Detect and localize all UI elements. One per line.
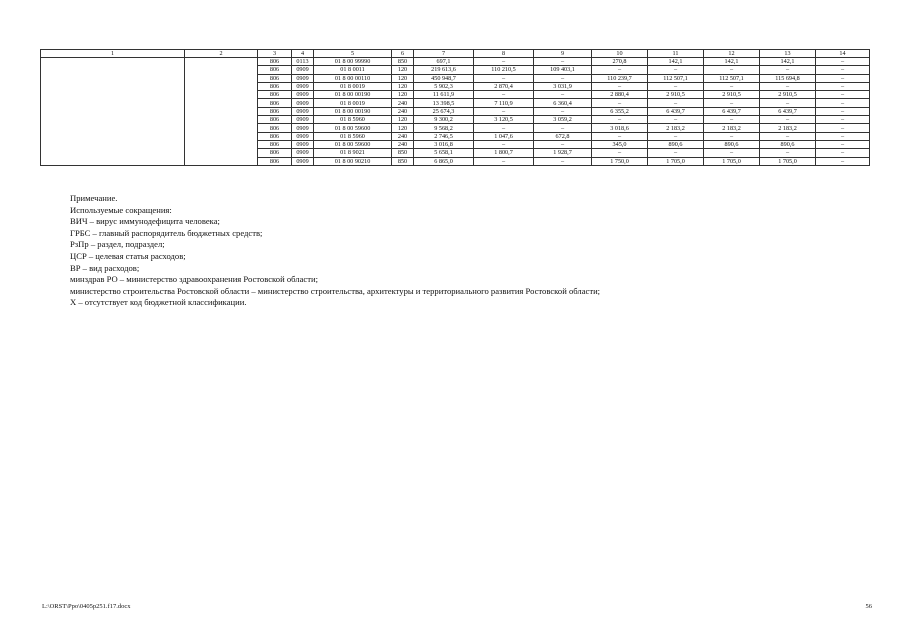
table-cell: 806 xyxy=(258,140,292,148)
table-cell: – xyxy=(816,124,870,132)
table-cell: 3 016,8 xyxy=(414,140,474,148)
table-cell: 120 xyxy=(392,124,414,132)
table-cell: 3 120,5 xyxy=(474,116,534,124)
table-cell: 240 xyxy=(392,132,414,140)
table-cell: 0909 xyxy=(292,140,314,148)
table-cell: – xyxy=(816,132,870,140)
table-cell: – xyxy=(704,82,760,90)
table-cell: 1 928,7 xyxy=(534,149,592,157)
table-cell: 1 705,0 xyxy=(760,157,816,165)
table-cell: 2 183,2 xyxy=(648,124,704,132)
table-cell: – xyxy=(534,91,592,99)
table-header-row xyxy=(41,50,870,58)
table-cell: 112 507,1 xyxy=(704,74,760,82)
table-cell: 112 507,1 xyxy=(648,74,704,82)
table-cell: 806 xyxy=(258,116,292,124)
table-cell: – xyxy=(592,116,648,124)
table-cell: 806 xyxy=(258,107,292,115)
table-cell: 142,1 xyxy=(704,58,760,66)
table-cell: 2 910,5 xyxy=(648,91,704,99)
table-cell: 270,8 xyxy=(592,58,648,66)
table-cell: 120 xyxy=(392,91,414,99)
table-cell: 120 xyxy=(392,74,414,82)
table-cell: 2 880,4 xyxy=(592,91,648,99)
table-cell: 6 439,7 xyxy=(760,107,816,115)
table-cell: – xyxy=(648,132,704,140)
column-number-cell: 14 xyxy=(816,50,870,58)
table-cell: 142,1 xyxy=(648,58,704,66)
table-cell: – xyxy=(592,132,648,140)
table-cell: – xyxy=(534,157,592,165)
table-cell: 115 694,8 xyxy=(760,74,816,82)
table-cell: 5 902,3 xyxy=(414,82,474,90)
budget-table-body xyxy=(41,50,870,166)
column-number-cell: 10 xyxy=(592,50,648,58)
table-cell: – xyxy=(704,116,760,124)
table-cell: – xyxy=(816,107,870,115)
table-cell: 6 865,0 xyxy=(414,157,474,165)
table-cell: 1 750,0 xyxy=(592,157,648,165)
table-cell: – xyxy=(704,66,760,74)
table-cell: 0909 xyxy=(292,66,314,74)
table-cell: 1 705,0 xyxy=(704,157,760,165)
table-cell: – xyxy=(760,82,816,90)
table-cell: 0909 xyxy=(292,91,314,99)
merged-description-cell xyxy=(41,58,185,166)
table-cell: 806 xyxy=(258,157,292,165)
table-cell: 6 360,4 xyxy=(534,99,592,107)
table-cell: 0909 xyxy=(292,107,314,115)
column-number-cell: 12 xyxy=(704,50,760,58)
abbreviation-line: ВИЧ – вирус иммунодефицита человека; xyxy=(70,216,220,227)
column-number-cell: 1 xyxy=(41,50,185,58)
table-cell: 1 047,6 xyxy=(474,132,534,140)
abbreviation-line: министерство строительства Ростовской области – министерство строительства, архитектуры и территориального развития Ростовской области; xyxy=(70,285,601,296)
table-cell: 1 800,7 xyxy=(474,149,534,157)
abbreviation-line: ГРБС – главный распорядитель бюджетных средств; xyxy=(70,227,263,238)
table-cell: – xyxy=(592,149,648,157)
table-cell: – xyxy=(760,116,816,124)
table-cell: 2 910,5 xyxy=(704,91,760,99)
table-cell: – xyxy=(760,149,816,157)
table-cell: – xyxy=(474,58,534,66)
table-cell: 697,1 xyxy=(414,58,474,66)
table-cell: – xyxy=(648,66,704,74)
table-cell: 2 910,5 xyxy=(760,91,816,99)
table-cell: – xyxy=(704,99,760,107)
budget-table xyxy=(40,49,870,166)
table-cell: – xyxy=(648,116,704,124)
column-number-cell: 13 xyxy=(760,50,816,58)
table-cell: – xyxy=(816,157,870,165)
table-cell: 3 031,9 xyxy=(534,82,592,90)
table-cell: 850 xyxy=(392,157,414,165)
table-cell: 806 xyxy=(258,91,292,99)
table-cell: 120 xyxy=(392,116,414,124)
table-cell: – xyxy=(474,91,534,99)
table-cell: 0909 xyxy=(292,82,314,90)
table-cell: – xyxy=(816,66,870,74)
table-cell: 240 xyxy=(392,140,414,148)
table-cell: – xyxy=(760,99,816,107)
table-cell: 219 613,6 xyxy=(414,66,474,74)
table-cell: 109 403,1 xyxy=(534,66,592,74)
table-cell: 0909 xyxy=(292,149,314,157)
table-cell: 0909 xyxy=(292,124,314,132)
table-cell: 0909 xyxy=(292,99,314,107)
table-cell: 2 183,2 xyxy=(760,124,816,132)
table-cell: 13 398,5 xyxy=(414,99,474,107)
table-cell: 01 8 9021 xyxy=(314,149,392,157)
table-cell: 806 xyxy=(258,99,292,107)
table-cell: – xyxy=(816,58,870,66)
table-cell: 6 355,2 xyxy=(592,107,648,115)
table-cell: 0909 xyxy=(292,116,314,124)
table-cell: 01 8 00 00190 xyxy=(314,107,392,115)
table-cell: 0909 xyxy=(292,132,314,140)
table-cell: 890,6 xyxy=(760,140,816,148)
table-cell: – xyxy=(648,99,704,107)
table-cell: 6 439,7 xyxy=(648,107,704,115)
table-cell: 240 xyxy=(392,107,414,115)
table-cell: 806 xyxy=(258,58,292,66)
table-cell: 672,8 xyxy=(534,132,592,140)
table-cell: 01 8 00 99990 xyxy=(314,58,392,66)
table-cell: – xyxy=(816,82,870,90)
table-cell: 01 8 00 59600 xyxy=(314,124,392,132)
column-number-cell: 8 xyxy=(474,50,534,58)
table-cell: 01 8 00 59600 xyxy=(314,140,392,148)
table-cell: 7 110,9 xyxy=(474,99,534,107)
table-cell: 0909 xyxy=(292,74,314,82)
table-cell: 0909 xyxy=(292,157,314,165)
table-cell: – xyxy=(704,149,760,157)
table-cell: 806 xyxy=(258,66,292,74)
table-cell: 806 xyxy=(258,82,292,90)
table-cell: 806 xyxy=(258,74,292,82)
table-cell: – xyxy=(648,149,704,157)
table-cell: – xyxy=(816,140,870,148)
table-cell: 01 8 0019 xyxy=(314,99,392,107)
table-cell: – xyxy=(760,132,816,140)
notes-section xyxy=(70,193,870,309)
table-cell: – xyxy=(474,74,534,82)
table-cell: – xyxy=(816,74,870,82)
notes-title: Примечание. xyxy=(70,193,118,203)
table-cell: – xyxy=(816,116,870,124)
table-cell: – xyxy=(534,58,592,66)
table-cell: – xyxy=(474,107,534,115)
table-cell: 345,0 xyxy=(592,140,648,148)
column-number-cell: 6 xyxy=(392,50,414,58)
table-row xyxy=(41,58,870,66)
table-cell: – xyxy=(816,91,870,99)
table-cell: – xyxy=(534,140,592,148)
table-cell: – xyxy=(534,124,592,132)
table-cell: 3 018,6 xyxy=(592,124,648,132)
abbreviation-line: ВР – вид расходов; xyxy=(70,262,140,273)
table-cell: 110 210,5 xyxy=(474,66,534,74)
table-cell: 01 8 00 00110 xyxy=(314,74,392,82)
table-cell: 01 8 00 00190 xyxy=(314,91,392,99)
column-number-cell: 4 xyxy=(292,50,314,58)
table-cell: 01 8 5960 xyxy=(314,132,392,140)
table-cell: 806 xyxy=(258,149,292,157)
table-cell: 2 746,5 xyxy=(414,132,474,140)
table-cell: – xyxy=(474,157,534,165)
table-cell: 806 xyxy=(258,124,292,132)
table-cell: – xyxy=(592,99,648,107)
table-cell: – xyxy=(592,66,648,74)
table-cell: 120 xyxy=(392,66,414,74)
table-cell: 850 xyxy=(392,58,414,66)
table-cell: – xyxy=(474,140,534,148)
table-cell: – xyxy=(534,74,592,82)
table-cell: 01 8 5960 xyxy=(314,116,392,124)
table-cell: 5 658,1 xyxy=(414,149,474,157)
table-cell: 25 674,3 xyxy=(414,107,474,115)
abbreviation-line: Х – отсутствует код бюджетной классификации. xyxy=(70,297,247,308)
table-cell: – xyxy=(816,99,870,107)
table-cell: 11 611,9 xyxy=(414,91,474,99)
abbreviation-line: минздрав РО – министерство здравоохранения Ростовской области; xyxy=(70,274,318,285)
table-cell: 806 xyxy=(258,132,292,140)
column-number-cell: 11 xyxy=(648,50,704,58)
table-cell: 142,1 xyxy=(760,58,816,66)
abbreviation-line: ЦСР – целевая статья расходов; xyxy=(70,250,186,261)
abbreviations-heading: Используемые сокращения: xyxy=(70,204,172,215)
table-cell: 01 8 0019 xyxy=(314,82,392,90)
column-number-cell: 7 xyxy=(414,50,474,58)
table-cell: 9 300,2 xyxy=(414,116,474,124)
table-cell: – xyxy=(816,149,870,157)
table-cell: – xyxy=(592,82,648,90)
table-cell: – xyxy=(648,82,704,90)
table-cell: 890,6 xyxy=(704,140,760,148)
table-cell: 01 8 0011 xyxy=(314,66,392,74)
column-number-cell: 3 xyxy=(258,50,292,58)
page-number: 56 xyxy=(865,603,872,610)
table-cell: 110 239,7 xyxy=(592,74,648,82)
table-cell: 890,6 xyxy=(648,140,704,148)
table-cell: – xyxy=(704,132,760,140)
table-cell: 01 8 00 90210 xyxy=(314,157,392,165)
table-cell: 9 568,2 xyxy=(414,124,474,132)
column-number-cell: 2 xyxy=(185,50,258,58)
table-cell: 0113 xyxy=(292,58,314,66)
table-cell: 240 xyxy=(392,99,414,107)
table-cell: 850 xyxy=(392,149,414,157)
table-cell: 1 705,0 xyxy=(648,157,704,165)
column-number-cell: 5 xyxy=(314,50,392,58)
table-cell: – xyxy=(474,124,534,132)
table-cell: 450 948,7 xyxy=(414,74,474,82)
column-number-cell: 9 xyxy=(534,50,592,58)
table-cell: 6 439,7 xyxy=(704,107,760,115)
table-cell: – xyxy=(760,66,816,74)
footer-file-path: L:\ORST\Ppo\0405p251.f17.docx xyxy=(42,603,131,610)
table-cell: 2 870,4 xyxy=(474,82,534,90)
table-cell: 3 059,2 xyxy=(534,116,592,124)
table-cell: 120 xyxy=(392,82,414,90)
abbreviation-line: РзПр – раздел, подраздел; xyxy=(70,239,165,250)
table-cell: 2 183,2 xyxy=(704,124,760,132)
table-cell: – xyxy=(534,107,592,115)
merged-recipient-cell xyxy=(185,58,258,166)
